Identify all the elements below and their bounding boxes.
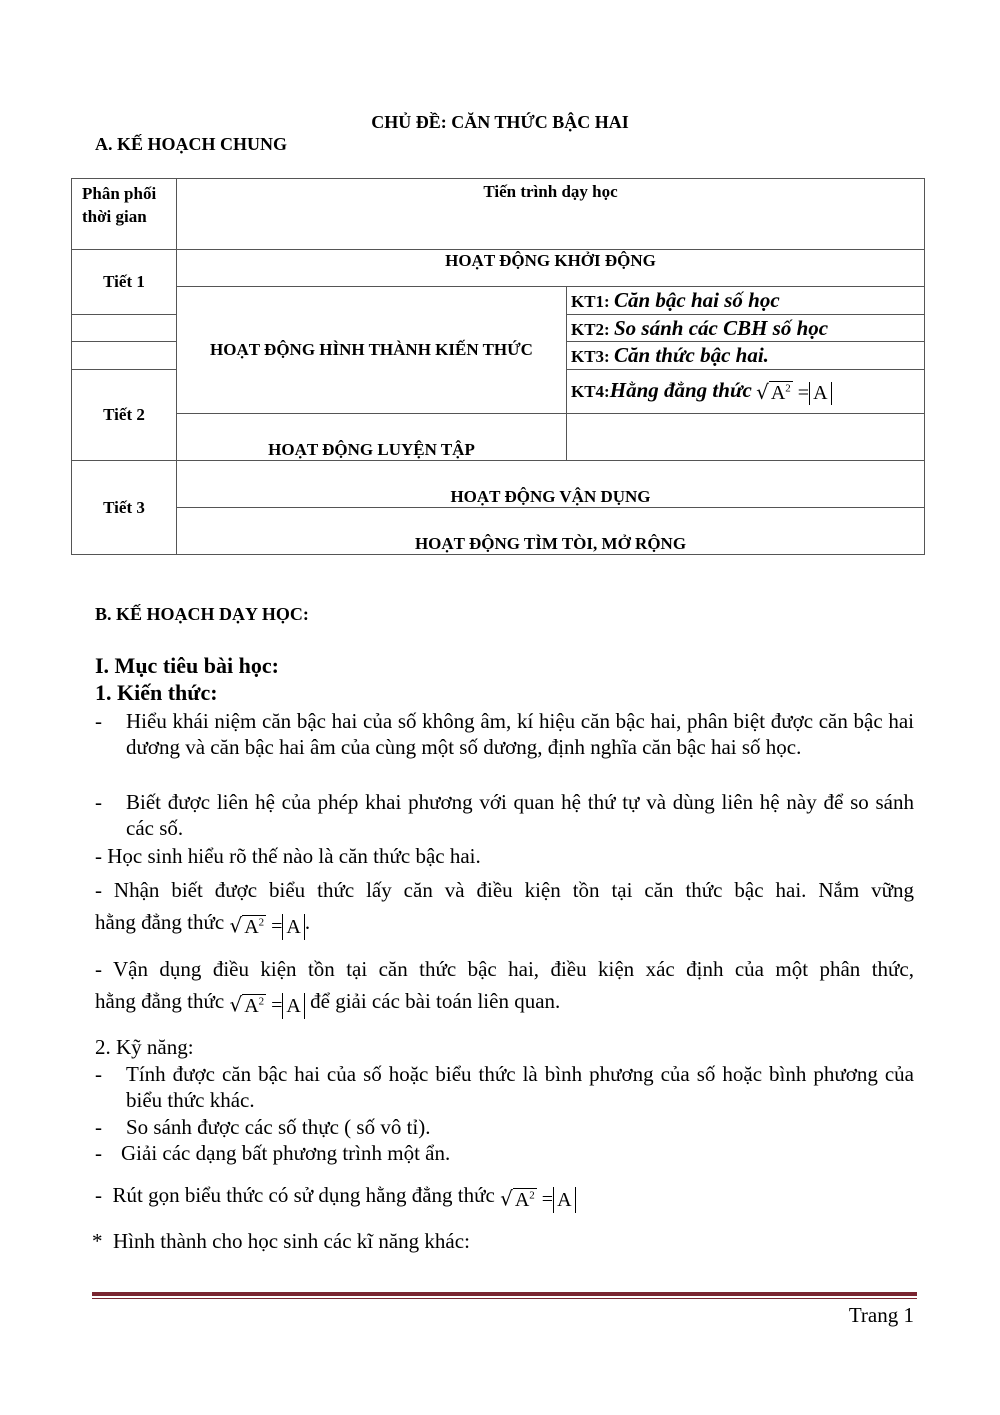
kn-item2: So sánh được các số thực ( số vô tỉ). xyxy=(126,1115,431,1139)
kt-line4b xyxy=(95,909,310,940)
kt1-text: Căn bậc hai số học xyxy=(613,288,780,312)
empty-time-cell-1 xyxy=(72,315,177,342)
sqrt-icon: √ xyxy=(229,913,243,938)
formula-exponent: 2 xyxy=(785,382,791,395)
kt-item1: Hiểu khái niệm căn bậc hai của số không âm, kí hiệu căn bậc hai, phân biệt được căn bậc hai dương và căn bậc hai âm của cùng một số dương, định nghĩa căn bậc hai số học. xyxy=(126,709,914,759)
footer-rule-thin xyxy=(92,1298,917,1299)
formula-abs: A xyxy=(553,1187,575,1213)
kn-item4: Rút gọn biểu thức có sử dụng hằng đẳng thức xyxy=(112,1183,495,1208)
table-header-process: Tiến trình dạy học xyxy=(177,179,925,250)
plan-table xyxy=(71,178,925,555)
empty-kt-cell xyxy=(567,414,925,461)
formula-radicand: A xyxy=(514,1188,530,1211)
tiet-3-cell: Tiết 3 xyxy=(72,461,177,555)
kt4-text: Hằng đẳng thức xyxy=(609,377,752,402)
sqrt-icon: √ xyxy=(756,380,769,405)
sqrt-icon: √ xyxy=(229,992,243,1017)
van-dung-cell: HOẠT ĐỘNG VẬN DỤNG xyxy=(177,461,925,508)
kn-item4-dash: - xyxy=(95,1183,102,1208)
kn-item1: Tính được căn bậc hai của số hoặc biểu thức là bình phương của số hoặc bình phương của biểu thức khác. xyxy=(126,1062,914,1112)
skills-heading: 2. Kỹ năng: xyxy=(95,1035,194,1059)
tim-toi-cell: HOẠT ĐỘNG TÌM TÒI, MỞ RỘNG xyxy=(177,508,925,555)
objectives-heading: I. Mục tiêu bài học: xyxy=(95,653,279,678)
knowledge-heading: 1. Kiến thức: xyxy=(95,680,218,705)
kn-star-row xyxy=(92,1228,470,1254)
formula-sqrt-abs xyxy=(500,1182,575,1213)
formula-equals: = xyxy=(797,382,810,405)
kt3-text: Căn thức bậc hai. xyxy=(613,343,769,367)
kt-line4-end: . xyxy=(304,910,311,935)
kn-star-text: Hình thành cho học sinh các kĩ năng khác: xyxy=(113,1229,470,1253)
kt-item2-dash: - xyxy=(95,790,102,814)
kn-item2-dash: - xyxy=(95,1115,102,1139)
kn-item4-row xyxy=(95,1182,576,1213)
formula-radicand: A xyxy=(244,915,259,938)
formula-sqrt-abs xyxy=(756,380,831,405)
formula-equals: = xyxy=(541,1188,554,1211)
hinh-thanh-cell: HOẠT ĐỘNG HÌNH THÀNH KIẾN THỨC xyxy=(177,287,567,414)
kt3-cell xyxy=(567,342,925,370)
formula-exponent: 2 xyxy=(258,916,265,928)
kt3-label: KT3: xyxy=(571,347,610,366)
formula-sqrt-abs xyxy=(229,909,304,940)
kn-item3: Giải các dạng bất phương trình một ẩn. xyxy=(121,1141,451,1165)
tiet-2-cell: Tiết 2 xyxy=(72,370,177,461)
empty-time-cell-2 xyxy=(72,342,177,370)
formula-radicand: A xyxy=(244,994,259,1017)
section-a-heading: A. KẾ HOẠCH CHUNG xyxy=(95,134,288,154)
kt-line5a: - Vận dụng điều kiện tồn tại căn thức bậc hai, điều kiện xác định của một phân thức, xyxy=(95,957,914,981)
kn-item1-dash: - xyxy=(95,1062,102,1086)
kt-line5-end: để giải các bài toán liên quan. xyxy=(310,989,561,1014)
kt-line4a: - Nhận biết được biểu thức lấy căn và điều kiện tồn tại căn thức bậc hai. Nắm vững xyxy=(95,878,914,902)
star-bullet: * xyxy=(92,1229,103,1253)
kt-line5b xyxy=(95,988,560,1019)
formula-abs: A xyxy=(282,993,304,1019)
tiet-1-cell: Tiết 1 xyxy=(72,250,177,315)
formula-exponent: 2 xyxy=(529,1189,535,1201)
kt-line3: - Học sinh hiểu rõ thế nào là căn thức bậc hai. xyxy=(95,844,481,868)
formula-sqrt-abs xyxy=(229,988,304,1019)
formula-exponent: 2 xyxy=(258,995,265,1007)
table-header-time: Phân phối thời gian xyxy=(72,179,177,250)
luyen-tap-cell: HOẠT ĐỘNG LUYỆN TẬP xyxy=(177,414,567,461)
sqrt-icon: √ xyxy=(500,1186,513,1211)
formula-equals: = xyxy=(271,994,283,1017)
section-b-heading: B. KẾ HOẠCH DẠY HỌC: xyxy=(95,604,309,624)
page-number: Trang 1 xyxy=(848,1303,914,1327)
kt2-cell xyxy=(567,315,925,342)
khoi-dong-cell: HOẠT ĐỘNG KHỞI ĐỘNG xyxy=(177,250,925,287)
kt-item2: Biết được liên hệ của phép khai phương với quan hệ thứ tự và dùng liên hệ này để so sánh các số. xyxy=(126,790,914,840)
kt-line5b-text: hằng đẳng thức xyxy=(95,989,225,1014)
formula-abs: A xyxy=(809,382,831,405)
formula-abs: A xyxy=(282,914,304,940)
kt2-text: So sánh các CBH số học xyxy=(613,315,829,340)
kt1-label: KT1: xyxy=(571,292,610,311)
kt4-cell xyxy=(567,370,925,414)
formula-radicand: A xyxy=(770,382,786,405)
formula-equals: = xyxy=(271,915,283,938)
kt1-cell xyxy=(567,287,925,315)
document-title: CHỦ ĐỀ: CĂN THỨC BẬC HAI xyxy=(371,112,629,132)
kt-item1-dash: - xyxy=(95,709,102,733)
kn-item3-dash: - xyxy=(95,1141,102,1165)
footer-rule xyxy=(92,1292,917,1296)
kt-line4b-text: hằng đẳng thức xyxy=(95,910,225,935)
kt2-label: KT2: xyxy=(571,319,610,339)
kt4-label: KT4: xyxy=(571,381,610,401)
